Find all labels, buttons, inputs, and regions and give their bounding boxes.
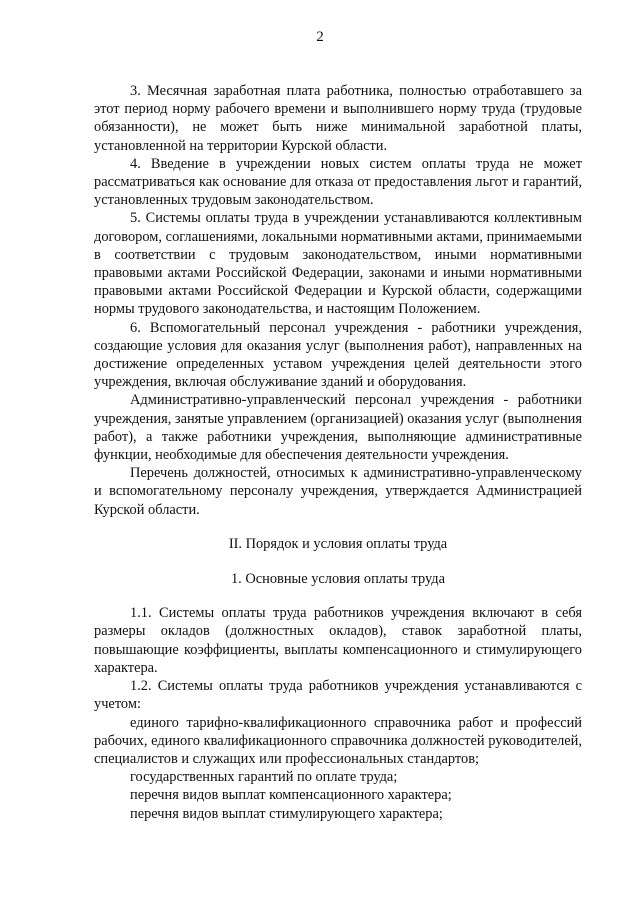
- paragraph-5-wage-systems: 5. Системы оплаты труда в учреждении устанавливаются коллективным договором, соглашениями, локальными нормативными актами, принимаемыми в соответствии с трудовым законодательством, иными нормативными правовыми актами Российской Федерации, законами и иными нормативными правовыми актами Российской Федерации и Курской области, содержащими нормы трудового законодательства, и настоящим Положением.: [94, 210, 582, 318]
- paragraph-positions-list: Перечень должностей, относимых к административно-управленческому и вспомогательному персоналу учреждения, утверждается Администрацией Курской области.: [94, 465, 582, 518]
- subsection-heading: 1. Основные условия оплаты труда: [230, 571, 445, 588]
- section-heading: II. Порядок и условия оплаты труда: [228, 535, 448, 552]
- list-item-tariff-handbook: единого тарифно-квалификационного справочника работ и профессий рабочих, единого квалификационного справочника должностей руководителей, специалистов и служащих или профессиональных стандартов;: [94, 714, 582, 767]
- list-item-state-guarantees: государственных гарантий по оплате труда;: [130, 769, 398, 786]
- paragraph-1-2: 1.2. Системы оплаты труда работников учреждения устанавливаются с учетом:: [94, 678, 582, 713]
- document-body: [94, 82, 582, 823]
- list-item-compensation-payments: перечня видов выплат компенсационного характера;: [130, 787, 452, 804]
- paragraph-admin-staff: Административно-управленческий персонал учреждения - работники учреждения, занятые управлением (организацией) оказания услуг (выполнения работ), а также работники учреждения, выполняющие административные функции, необходимые для обеспечения деятельности учреждения.: [94, 392, 582, 464]
- list-item-incentive-payments: перечня видов выплат стимулирующего характера;: [130, 805, 443, 822]
- paragraph-4-new-systems: 4. Введение в учреждении новых систем оплаты труда не может рассматриваться как основание для отказа от предоставления льгот и гарантий, установленных трудовым законодательством.: [94, 155, 582, 209]
- paragraph-3-minimum-wage: 3. Месячная заработная плата работника, полностью отработавшего за этот период норму рабочего времени и выполнившего норму труда (трудовые обязанности), не может быть ниже минимальной заработной платы, установленной на территории Курской области.: [94, 83, 582, 154]
- paragraph-6-auxiliary-staff: 6. Вспомогательный персонал учреждения - работники учреждения, создающие условия для оказания услуг (выполнения работ), направленных на достижение определенных уставом учреждения целей деятельности этого учреждения, включая обслуживание зданий и оборудования.: [94, 319, 582, 391]
- paragraph-1-1: 1.1. Системы оплаты труда работников учреждения включают в себя размеры окладов (должностных окладов), ставок заработной платы, повышающие коэффициенты, выплаты компенсационного и стимулирующего характера.: [94, 605, 582, 676]
- page-number: 2: [316, 29, 324, 45]
